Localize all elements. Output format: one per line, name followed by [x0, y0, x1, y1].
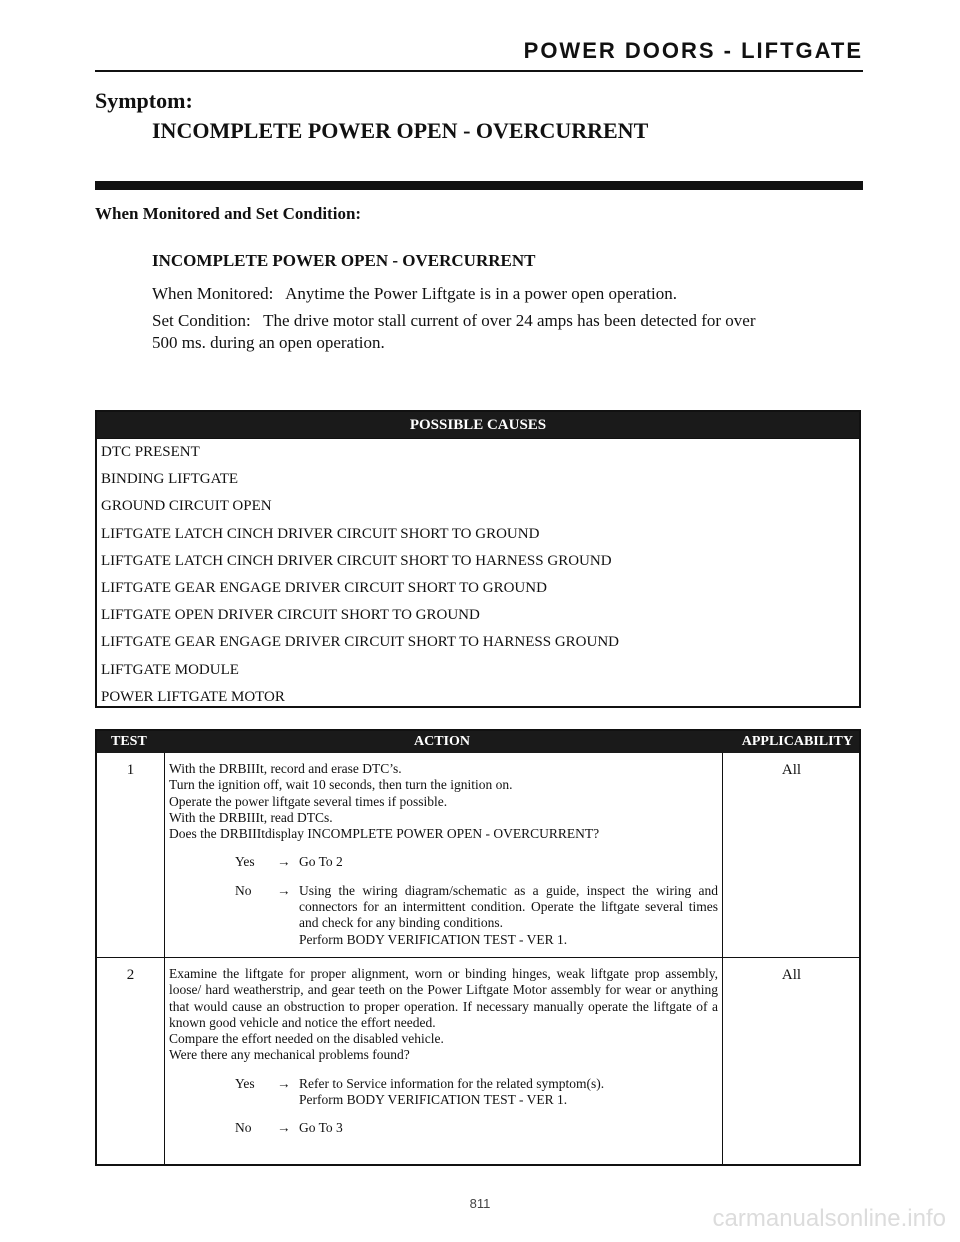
- action-line: Turn the ignition off, wait 10 seconds, then turn the ignition on.: [169, 777, 513, 793]
- set-condition-text: Set Condition: The drive motor stall current of over 24 amps has been detected for over: [152, 311, 756, 330]
- test-number: 1: [126, 762, 135, 778]
- test-table-header: [97, 731, 859, 753]
- cause-item: LIFTGATE GEAR ENGAGE DRIVER CIRCUIT SHORT TO GROUND: [101, 579, 547, 596]
- yes-label: Yes: [235, 854, 255, 870]
- yes-result-verification: Perform BODY VERIFICATION TEST - VER 1.: [299, 1092, 568, 1108]
- symptom-label: Symptom:: [95, 88, 193, 113]
- cause-item: POWER LIFTGATE MOTOR: [101, 688, 285, 705]
- section-divider: [95, 181, 863, 190]
- action-line: With the DRBIIIt, record and erase DTC’s.: [169, 761, 402, 776]
- row-divider: [97, 957, 859, 958]
- no-label: No: [235, 1120, 252, 1136]
- yes-option: [169, 854, 718, 870]
- action-line: Operate the power liftgate several times if possible.: [169, 793, 448, 809]
- yes-option: [169, 1076, 718, 1109]
- cause-item: LIFTGATE GEAR ENGAGE DRIVER CIRCUIT SHORT TO HARNESS GROUND: [101, 634, 620, 651]
- yes-result: Refer to Service information for the related symptom(s).: [299, 1075, 605, 1091]
- action-line: Were there any mechanical problems found?: [169, 1047, 410, 1063]
- no-result: Using the wiring diagram/schematic as a guide, inspect the wiring and connectors for an intermittent condition. Operate the liftgate several times and check for any binding conditions.: [299, 882, 718, 931]
- arrow-icon: →: [277, 1120, 291, 1136]
- column-divider: [164, 753, 165, 1164]
- test-number: 2: [126, 967, 135, 983]
- yes-result: Go To 2: [299, 854, 343, 870]
- no-result: Go To 3: [299, 1120, 343, 1136]
- test-applicability: All: [781, 967, 802, 983]
- column-divider: [722, 753, 723, 1164]
- yes-label: Yes: [235, 1075, 255, 1091]
- test-table: [95, 729, 861, 1166]
- set-condition-text-continued: 500 ms. during an open operation.: [152, 333, 385, 352]
- cause-item: DTC PRESENT: [101, 444, 200, 460]
- cause-item: LIFTGATE MODULE: [101, 661, 239, 678]
- no-option: [169, 883, 718, 948]
- possible-causes-list: [97, 438, 859, 711]
- symptom-title: INCOMPLETE POWER OPEN - OVERCURRENT: [152, 118, 649, 143]
- no-result-verification: Perform BODY VERIFICATION TEST - VER 1.: [299, 931, 568, 947]
- conditions-title: INCOMPLETE POWER OPEN - OVERCURRENT: [152, 251, 536, 270]
- cause-item: LIFTGATE LATCH CINCH DRIVER CIRCUIT SHORT TO HARNESS GROUND: [101, 552, 612, 569]
- possible-causes-table: [95, 410, 861, 708]
- test-applicability: All: [781, 762, 802, 778]
- cause-item: LIFTGATE OPEN DRIVER CIRCUIT SHORT TO GROUND: [101, 607, 480, 624]
- action-line: With the DRBIIIt, read DTCs.: [169, 809, 333, 825]
- cause-item: GROUND CIRCUIT OPEN: [101, 498, 272, 515]
- no-option: [169, 1120, 718, 1136]
- cause-item: BINDING LIFTGATE: [101, 471, 239, 488]
- cause-item: LIFTGATE LATCH CINCH DRIVER CIRCUIT SHORT TO GROUND: [101, 525, 540, 542]
- action-line: Does the DRBIIItdisplay INCOMPLETE POWER OPEN - OVERCURRENT?: [169, 826, 600, 842]
- test-column-header: TEST: [111, 734, 147, 749]
- possible-causes-header: POSSIBLE CAUSES: [97, 412, 859, 438]
- arrow-icon: →: [277, 854, 291, 870]
- arrow-icon: →: [277, 1075, 291, 1091]
- header-rule: [95, 70, 863, 72]
- applicability-column-header: APPLICABILITY: [741, 734, 853, 749]
- test-action: [169, 966, 718, 1137]
- no-label: No: [235, 882, 252, 898]
- when-monitored-text: When Monitored: Anytime the Power Liftgate is in a power open operation.: [152, 284, 677, 303]
- test-action: [169, 761, 718, 948]
- page-number: 811: [469, 1196, 491, 1211]
- header-title: POWER DOORS - LIFTGATE: [523, 38, 863, 63]
- action-column-header: ACTION: [414, 734, 471, 749]
- action-paragraph: Examine the liftgate for proper alignment, worn or binding hinges, weak liftgate prop assembly, loose/ hard weatherstrip, and gear teeth on the Power Liftgate Motor assembly for wear or anything that would cause an obstruction to proper operation. If necessary manually operate the liftgate of a known good vehicle and notice the effort needed.: [169, 966, 718, 1030]
- conditions-heading: When Monitored and Set Condition:: [95, 204, 362, 223]
- action-line: Compare the effort needed on the disabled vehicle.: [169, 1031, 444, 1047]
- arrow-icon: →: [277, 882, 291, 898]
- watermark: carmanualsonline.info: [712, 1205, 946, 1232]
